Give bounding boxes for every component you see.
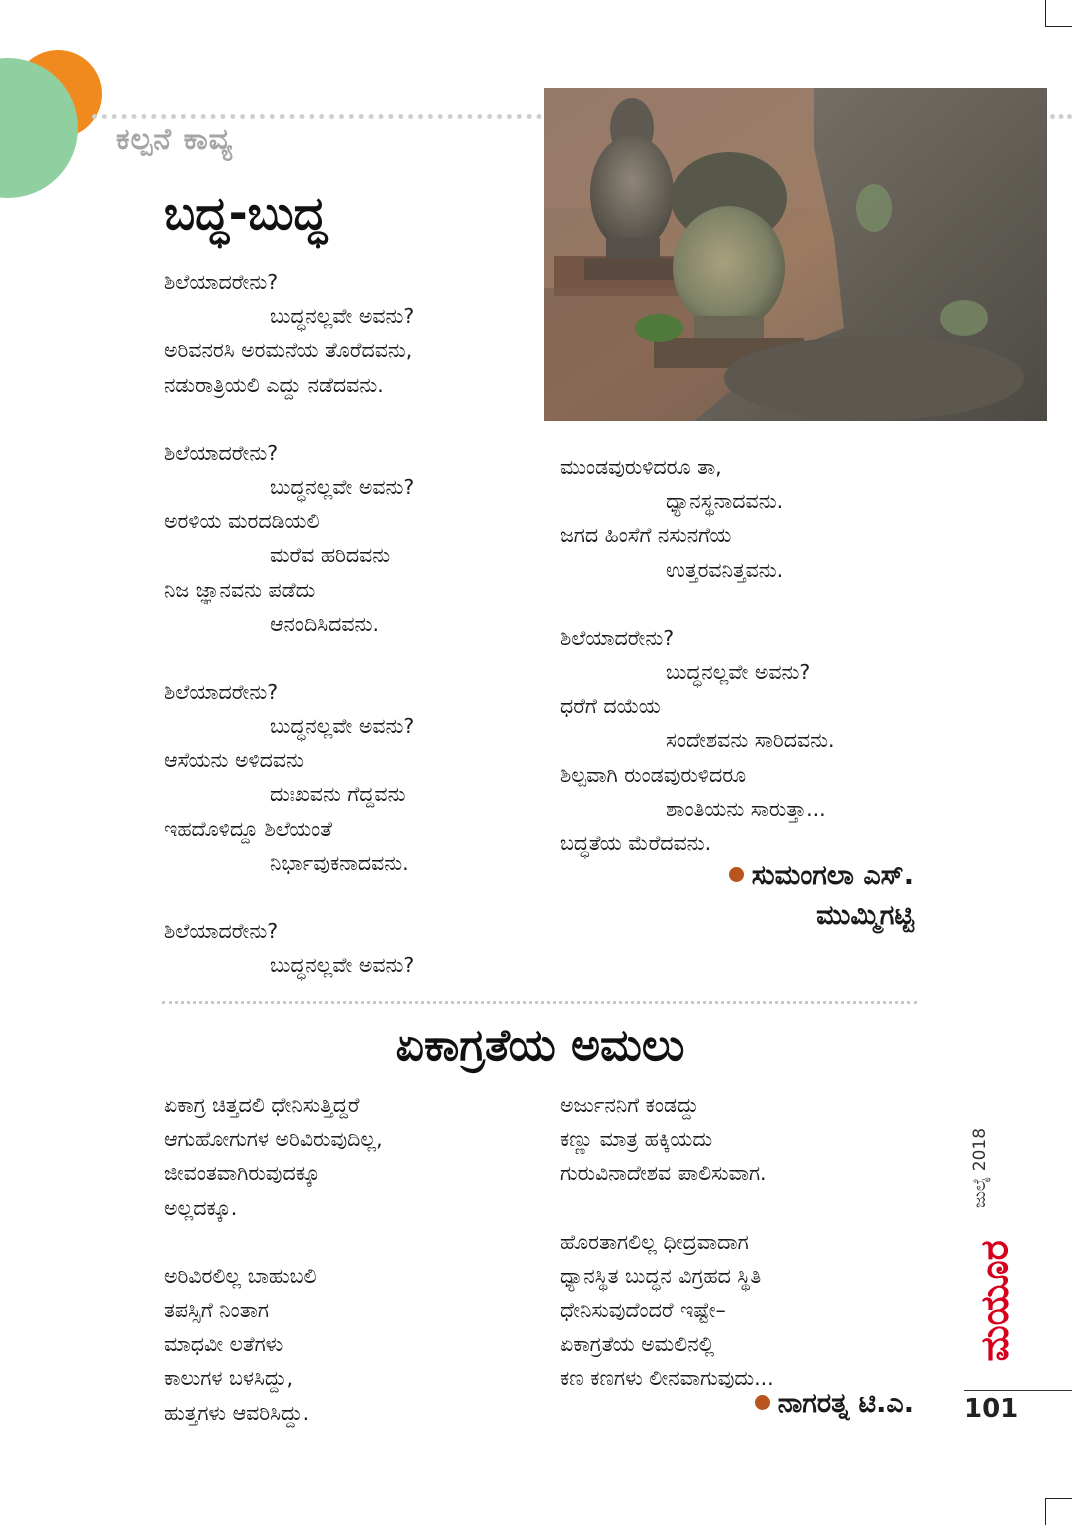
poem-line: ಬುದ್ಧನಲ್ಲವೇ ಅವನು? bbox=[270, 304, 415, 329]
poem-line: ಧ್ಯಾನಸ್ಥಿತ ಬುದ್ಧನ ವಿಗ್ರಹದ ಸ್ಥಿತಿ bbox=[560, 1263, 762, 1288]
poem-line: ಕಣ್ಣು ಮಾತ್ರ ಹಕ್ಕಿಯದು bbox=[560, 1127, 713, 1152]
poem-line: ಹುತ್ತಗಳು ಆವರಿಸಿದ್ದು. bbox=[164, 1400, 310, 1425]
buddha-statues-photo bbox=[544, 88, 1047, 421]
poem-line: ಶಿಲೆಯಾದರೇನು? bbox=[164, 270, 279, 294]
poem-line: ಕಣ ಕಣಗಳು ಲೀನವಾಗುವುದು... bbox=[560, 1366, 774, 1391]
poem-line: ಧರೆಗೆ ದಯೆಯ bbox=[560, 694, 661, 719]
poem-line: ಅರಳಿಯ ಮರದಡಿಯಲಿ bbox=[164, 509, 320, 534]
author-place: ಮುಮ್ಮಿಗಟ್ಟಿ bbox=[816, 900, 914, 931]
poem2-left-column bbox=[164, 1088, 383, 1430]
poem2-right-column bbox=[560, 1088, 774, 1396]
stanza-gap bbox=[164, 402, 414, 436]
stanza-gap bbox=[560, 587, 835, 621]
page-number: 101 bbox=[964, 1394, 1019, 1424]
poem-line: ಅರಿವನರಸಿ ಅರಮನೆಯ ತೊರೆದವನು, bbox=[164, 338, 413, 363]
author-name: ಸುಮಂಗಲಾ ಎಸ್. bbox=[751, 860, 914, 891]
poem-line: ಶಿಲೆಯಾದರೇನು? bbox=[164, 440, 279, 465]
poem-line: ಬುದ್ಧನಲ್ಲವೇ ಅವನು? bbox=[270, 474, 415, 499]
footer-rule bbox=[964, 1390, 1072, 1391]
crop-mark-bottom-right bbox=[1045, 1498, 1072, 1525]
poem-line: ಅಲ್ಲದಕ್ಕೂ. bbox=[164, 1195, 238, 1220]
poem-line: ಮಾಧವೀ ಲತೆಗಳು bbox=[164, 1332, 284, 1357]
stanza-gap bbox=[560, 1191, 774, 1225]
poem-line: ಹೊರತಾಗಲಿಲ್ಲ ಧೀದ್ರವಾದಾಗ bbox=[560, 1229, 749, 1254]
poem-line: ದುಃಖವನು ಗೆದ್ದವನು bbox=[270, 782, 406, 807]
poem-line: ಆಸೆಯನು ಅಳಿದವನು bbox=[164, 748, 304, 773]
poem-left-column bbox=[164, 265, 414, 982]
dotted-rule-top-right bbox=[1050, 114, 1072, 119]
poem-line: ನಿರ್ಭಾವುಕನಾದವನು. bbox=[270, 850, 409, 875]
poem-line: ಕಾಲುಗಳ ಬಳಸಿದ್ದು, bbox=[164, 1366, 294, 1391]
poem-line: ಅರ್ಜುನನಿಗೆ ಕಂಡದ್ದು bbox=[560, 1093, 699, 1117]
magazine-name: ಮಯೂರ bbox=[972, 1240, 1017, 1362]
poem-line: ಶಿಲೆಯಾದರೇನು? bbox=[164, 919, 279, 943]
stanza-gap bbox=[164, 880, 414, 914]
poem-right-column bbox=[560, 450, 835, 860]
author-credit bbox=[729, 856, 914, 936]
poem-line: ಬುದ್ಧನಲ್ಲವೇ ಅವನು? bbox=[270, 714, 415, 739]
poem-line: ಜೀವಂತವಾಗಿರುವುದಕ್ಕೂ bbox=[164, 1161, 320, 1186]
poem-line: ಬುದ್ಧನಲ್ಲವೇ ಅವನು? bbox=[666, 659, 811, 684]
poem-title: ಬದ್ಧ-ಬುದ್ಧ bbox=[164, 186, 327, 240]
poem-line: ಇಹದೊಳಿದ್ದೂ ಶಿಲೆಯಂತೆ bbox=[164, 816, 332, 841]
author-name-2: ನಾಗರತ್ನ ಟಿ.ಎ. bbox=[777, 1388, 914, 1419]
poem-line: ಗುರುವಿನಾದೇಶವ ಪಾಲಿಸುವಾಗ. bbox=[560, 1161, 767, 1186]
poem-line: ಉತ್ತರವನಿತ್ತವನು. bbox=[666, 557, 784, 582]
author-bullet-icon bbox=[729, 867, 744, 882]
poem-line: ಶಾಂತಿಯನು ಸಾರುತ್ತಾ... bbox=[666, 796, 826, 821]
section-label: ಕಲ್ಪನೆ ಕಾವ್ಯ bbox=[116, 122, 234, 157]
author-bullet-icon bbox=[755, 1395, 770, 1410]
crop-mark-top-right bbox=[1045, 0, 1072, 27]
poem-line: ಬದ್ಧತೆಯ ಮೆರೆದವನು. bbox=[560, 830, 712, 855]
poem-line: ಏಕಾಗ್ರ ಚಿತ್ತದಲಿ ಧೇನಿಸುತ್ತಿದ್ದರೆ bbox=[164, 1093, 360, 1117]
poem-line: ಮರೆವ ಹರಿದವನು bbox=[270, 543, 391, 568]
poem-line: ಸಂದೇಶವನು ಸಾರಿದವನು. bbox=[666, 728, 835, 753]
poem-line: ಅರಿವಿರಲಿಲ್ಲ ಬಾಹುಬಲಿ bbox=[164, 1263, 317, 1288]
stanza-gap bbox=[164, 1225, 383, 1259]
author-credit-2 bbox=[755, 1384, 914, 1424]
poem-line: ಜಗದ ಹಿಂಸೆಗೆ ನಸುನಗೆಯ bbox=[560, 523, 732, 548]
poem-line: ಶಿಲ್ಪವಾಗಿ ರುಂಡವುರುಳಿದರೂ bbox=[560, 762, 747, 787]
dotted-divider bbox=[162, 1001, 917, 1004]
poem-line: ಶಿಲೆಯಾದರೇನು? bbox=[164, 679, 279, 704]
poem-line: ತಪಸ್ಸಿಗೆ ನಿಂತಾಗ bbox=[164, 1297, 269, 1322]
poem-title-2: ಏಕಾಗ್ರತೆಯ ಅಮಲು bbox=[395, 1020, 685, 1071]
issue-date: ಜುಲೈ 2018 bbox=[970, 1127, 990, 1209]
poem-line: ಧ್ಯಾನಸ್ಥನಾದವನು. bbox=[666, 489, 784, 514]
stanza-gap bbox=[164, 641, 414, 675]
poem-line: ಆನಂದಿಸಿದವನು. bbox=[270, 611, 379, 636]
dotted-rule-top bbox=[92, 114, 542, 119]
poem-line: ಆಗುಹೋಗುಗಳ ಅರಿವಿರುವುದಿಲ್ಲ, bbox=[164, 1127, 383, 1152]
poem-line: ಬುದ್ಧನಲ್ಲವೇ ಅವನು? bbox=[270, 953, 415, 978]
poem-line: ಶಿಲೆಯಾದರೇನು? bbox=[560, 625, 675, 650]
poem-line: ನಡುರಾತ್ರಿಯಲಿ ಎದ್ದು ನಡೆದವನು. bbox=[164, 372, 384, 397]
poem-line: ಮುಂಡವುರುಳಿದರೂ ತಾ, bbox=[560, 455, 722, 479]
poem-line: ಏಕಾಗ್ರತೆಯ ಅಮಲಿನಲ್ಲಿ bbox=[560, 1332, 715, 1357]
poem-line: ನಿಜ ಜ್ಞಾನವನು ಪಡೆದು bbox=[164, 577, 316, 602]
poem-line: ಧೇನಿಸುವುದೆಂದರೆ ಇಷ್ಟೇ– bbox=[560, 1297, 726, 1322]
